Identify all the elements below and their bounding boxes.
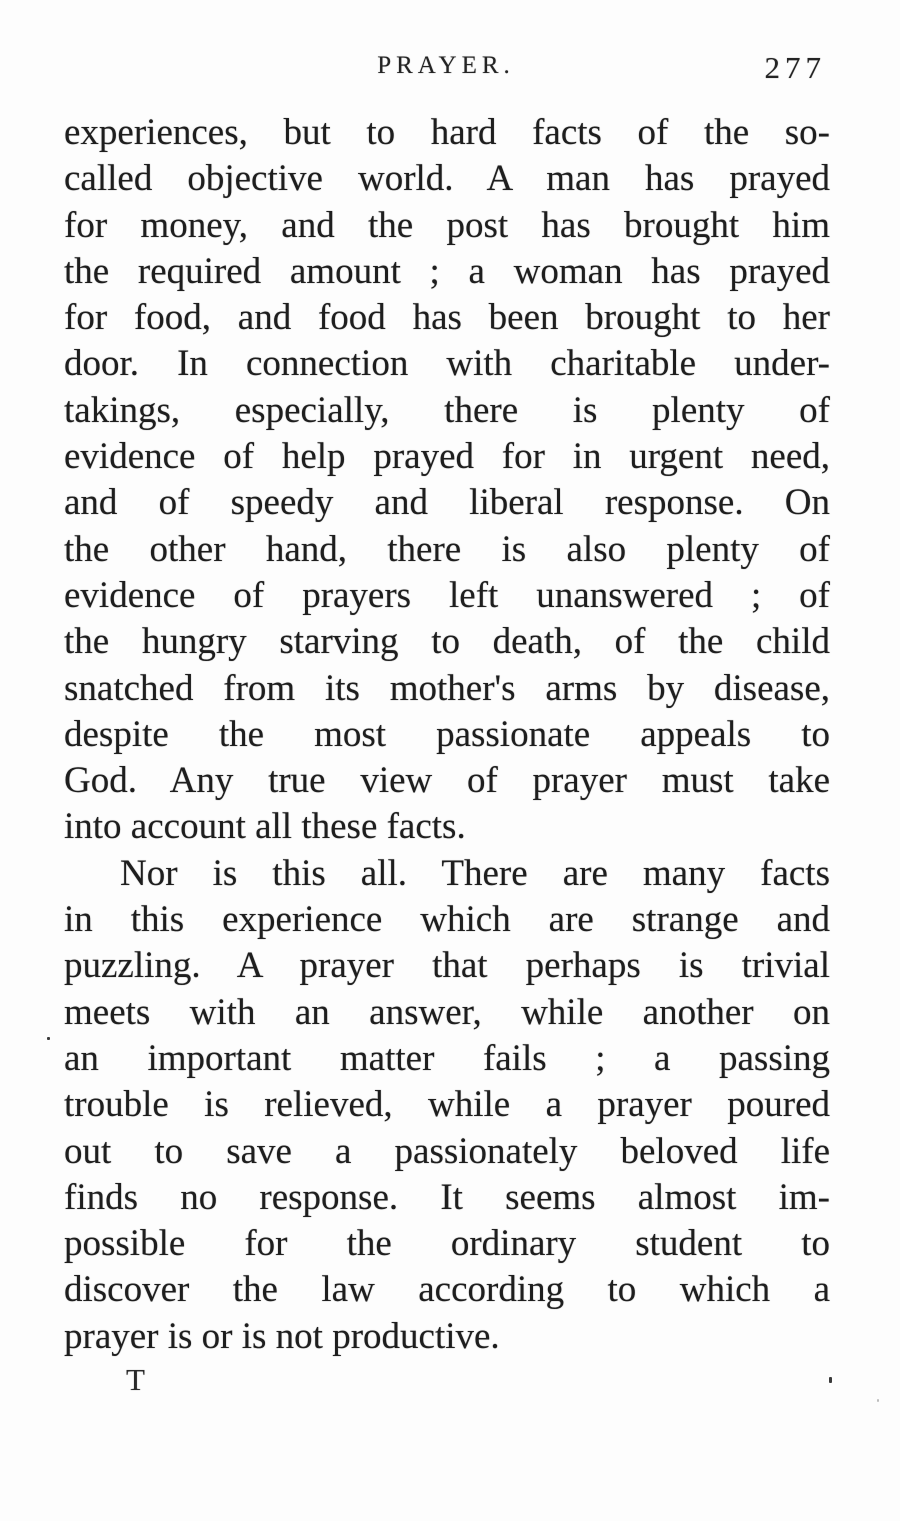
- text-line: and of speedy and liberal response. On: [64, 482, 830, 524]
- text-line: snatched from its mother's arms by disease,: [64, 667, 830, 709]
- text-line: an important matter fails ; a passing: [64, 1037, 830, 1079]
- ink-speck: [47, 1037, 50, 1040]
- body-text: [64, 110, 830, 1360]
- page-header: [62, 50, 830, 84]
- text-line: the other hand, there is also plenty of: [64, 528, 830, 570]
- text-line: the required amount ; a woman has prayed: [64, 250, 830, 292]
- signature-mark: T: [126, 1362, 145, 1397]
- text-line: trouble is relieved, while a prayer poured: [64, 1084, 830, 1126]
- text-line: out to save a passionately beloved life: [64, 1130, 830, 1172]
- text-line: takings, especially, there is plenty of: [64, 389, 830, 431]
- text-line: for food, and food has been brought to her: [64, 297, 830, 339]
- text-line: for money, and the post has brought him: [64, 204, 830, 246]
- text-line: prayer is or is not productive.: [64, 1315, 500, 1357]
- ink-speck: [877, 1399, 879, 1402]
- text-line: evidence of help prayed for in urgent need,: [64, 436, 830, 478]
- text-line: the hungry starving to death, of the child: [64, 621, 830, 663]
- text-line: into account all these facts.: [64, 806, 466, 848]
- text-line: discover the law according to which a: [64, 1269, 830, 1311]
- text-line: experiences, but to hard facts of the so-: [64, 112, 830, 153]
- text-line: finds no response. It seems almost im-: [64, 1176, 830, 1218]
- text-line: Nor is this all. There are many facts: [120, 852, 830, 894]
- text-line: God. Any true view of prayer must take: [64, 760, 830, 802]
- text-line: despite the most passionate appeals to: [64, 713, 830, 755]
- text-line: in this experience which are strange and: [64, 899, 830, 941]
- page-number: 277: [764, 50, 826, 85]
- text-line: meets with an answer, while another on: [64, 991, 830, 1033]
- running-title: PRAYER.: [377, 52, 515, 79]
- text-line: evidence of prayers left unanswered ; of: [64, 574, 830, 616]
- text-line: puzzling. A prayer that perhaps is trivial: [64, 945, 830, 987]
- text-line: possible for the ordinary student to: [64, 1223, 830, 1265]
- text-line: door. In connection with charitable under-: [64, 343, 830, 385]
- text-line: called objective world. A man has prayed: [64, 158, 830, 200]
- ink-speck: [829, 1377, 832, 1383]
